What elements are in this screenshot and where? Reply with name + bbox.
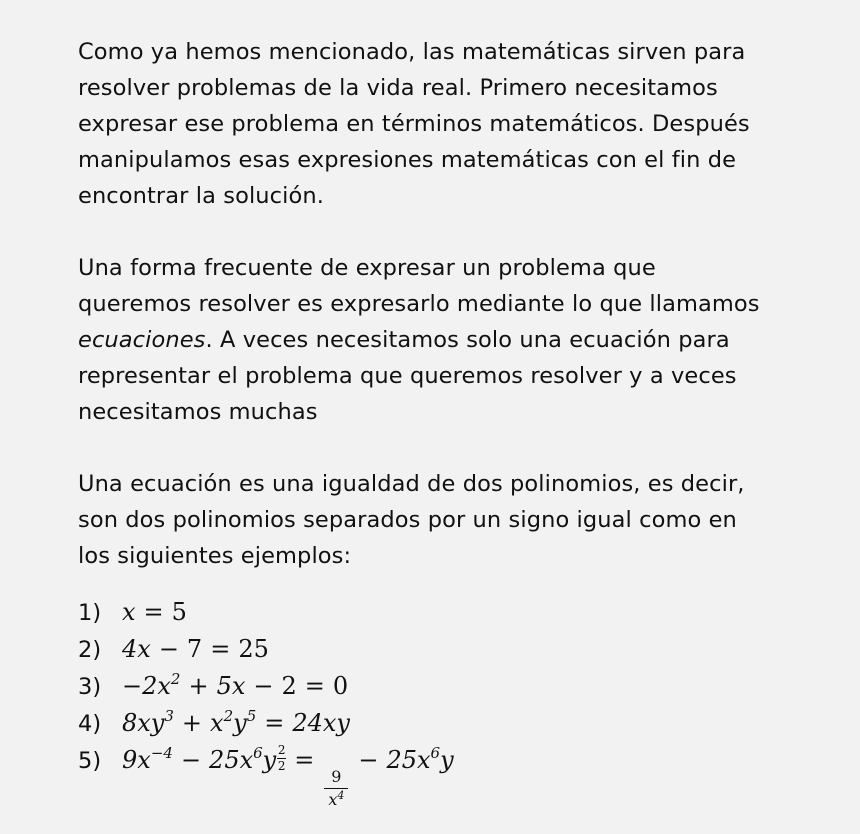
math-term: y (262, 746, 277, 774)
text-line: son dos polinomios separados por un signo igual como en (78, 507, 737, 533)
body-text (78, 34, 798, 610)
fraction-denominator: 2 (277, 759, 286, 773)
exponent: 5 (246, 707, 257, 725)
math-operator: − (180, 746, 202, 774)
math-term: 8xy (122, 709, 165, 737)
math-term: 25 (238, 635, 269, 663)
equation-item (78, 742, 454, 809)
fraction (322, 768, 350, 809)
equation-item (78, 631, 454, 668)
equation-expression (116, 594, 187, 630)
math-term: 25x (386, 746, 431, 774)
math-term: x (210, 709, 224, 737)
text-line (78, 322, 798, 358)
equation-item (78, 705, 454, 742)
math-term: 7 (186, 635, 203, 663)
math-term: 4x (122, 635, 151, 663)
exponent: −4 (150, 744, 173, 762)
exponent: 6 (253, 744, 263, 762)
math-operator: − (158, 635, 179, 663)
text-line: resolver problemas de la vida real. Primero necesitamos (78, 75, 718, 101)
math-operator: = (210, 635, 231, 663)
math-term: 2 (281, 672, 297, 700)
exponent: 2 (170, 670, 181, 688)
math-term: y (233, 709, 247, 737)
math-term: 5 (171, 598, 187, 626)
math-operator: = (304, 672, 325, 700)
equation-item (78, 594, 454, 631)
text-line: Una forma frecuente de expresar un problema que (78, 255, 656, 281)
math-operator: − (358, 746, 379, 774)
paragraph-intro (78, 34, 798, 214)
equation-number: 5) (78, 748, 102, 774)
equation-number: 4) (78, 711, 102, 737)
text-line: representar el problema que queremos resolver y a veces (78, 363, 737, 389)
math-term: 9x (122, 746, 151, 774)
equation-item (78, 668, 454, 705)
fraction-exponent (277, 744, 286, 773)
exponent: 2 (223, 707, 234, 725)
equation-expression (116, 742, 454, 809)
math-term: 5x (216, 672, 246, 700)
text-line: Una ecuación es una igualdad de dos polinomios, es decir, (78, 471, 745, 497)
math-operator: = (294, 746, 315, 774)
text-line: Como ya hemos mencionado, las matemáticas sirven para (78, 39, 746, 65)
equation-number: 3) (78, 674, 102, 700)
math-operator: = (264, 709, 285, 737)
math-term: 24xy (292, 709, 350, 737)
text-line: queremos resolver es expresarlo mediante lo que llamamos (78, 291, 760, 317)
equation-list (78, 594, 454, 809)
math-term: x (122, 598, 136, 626)
math-term: x (328, 790, 338, 809)
math-operator: + (188, 672, 209, 700)
equation-expression (116, 631, 269, 667)
equation-number: 2) (78, 637, 102, 663)
text-line: expresar ese problema en términos matemáticos. Después (78, 111, 750, 137)
text-line: encontrar la solución. (78, 183, 324, 209)
math-term: −2x (122, 672, 171, 700)
math-operator: − (253, 672, 274, 700)
exponent: 6 (430, 744, 441, 762)
math-operator: = (143, 598, 164, 626)
fraction-denominator (328, 791, 344, 809)
text-fragment: . A veces necesitamos solo una ecuación para (205, 327, 730, 353)
fraction-numerator: 9 (331, 767, 342, 786)
fraction-numerator: 2 (277, 743, 286, 757)
equation-expression (116, 705, 350, 741)
math-term: y (440, 746, 454, 774)
text-line: los siguientes ejemplos: (78, 543, 352, 569)
paragraph-equations-intro (78, 250, 798, 430)
math-term: 0 (332, 672, 349, 700)
math-term: 25x (209, 746, 254, 774)
text-line: manipulamos esas expresiones matemáticas con el fin de (78, 147, 737, 173)
equation-expression (116, 668, 348, 704)
emphasis-term: ecuaciones (78, 327, 206, 353)
paragraph-definition (78, 466, 798, 574)
exponent: 3 (164, 707, 174, 725)
exponent: 4 (337, 789, 345, 802)
equation-number: 1) (78, 600, 102, 626)
text-line: necesitamos muchas (78, 399, 318, 425)
math-operator: + (181, 709, 203, 737)
